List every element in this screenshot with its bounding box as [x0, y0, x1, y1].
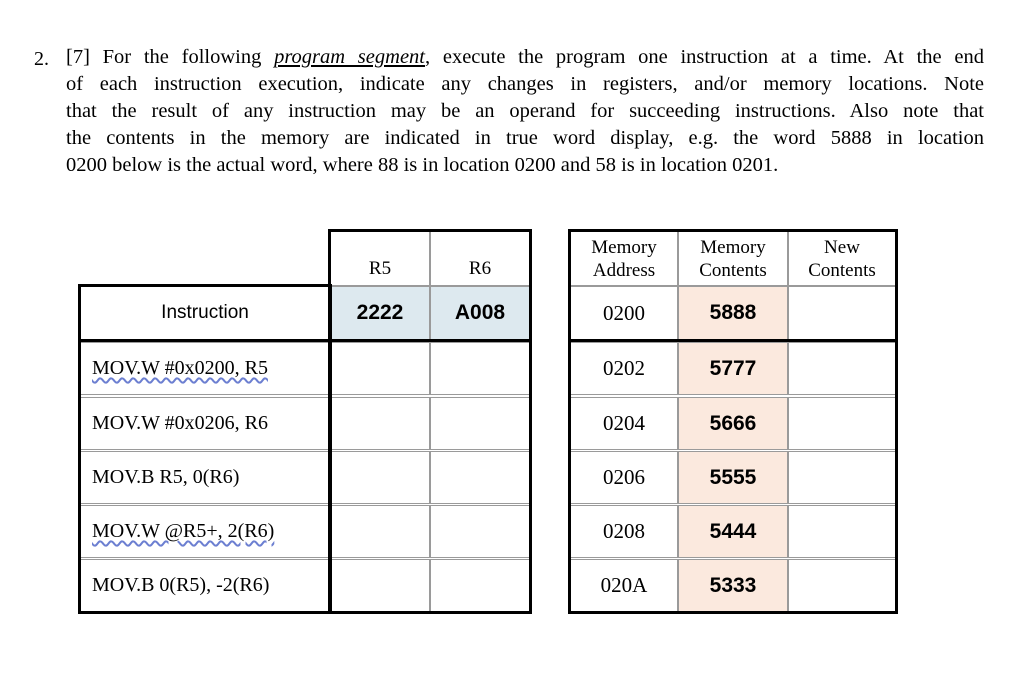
- r6-initial-value: A008: [430, 286, 530, 340]
- question-line-3: that the result of any instruction may be an operand for succeeding instructions. Also note that: [66, 100, 984, 122]
- memory-contents: 5666: [678, 397, 788, 450]
- memory-contents: 5555: [678, 451, 788, 504]
- question-line-4: the contents in the memory are indicated in true word display, e.g. the word 5888 in location: [66, 127, 984, 149]
- new-contents-cell[interactable]: [788, 397, 896, 450]
- question-line-2: of each instruction execution, indicate any changes in registers, and/or memory locations. Note: [66, 73, 984, 95]
- memory-contents-header: Memory Contents: [678, 231, 788, 286]
- instruction-row-2: MOV.W #0x0206, R6: [80, 397, 330, 450]
- memory-address-header: Memory Address: [570, 231, 678, 286]
- memory-contents: 5444: [678, 505, 788, 558]
- memory-address: 0206: [570, 451, 678, 504]
- memory-address: 0202: [570, 342, 678, 395]
- memory-contents: 5777: [678, 342, 788, 395]
- instruction-row-1: MOV.W #0x0200, R5: [80, 342, 330, 395]
- question-line-5: 0200 below is the actual word, where 88 is in location 0200 and 58 is in location 0201.: [66, 154, 779, 176]
- memory-address: 0208: [570, 505, 678, 558]
- r6-cell-2[interactable]: [430, 397, 530, 450]
- r6-cell-1[interactable]: [430, 342, 530, 395]
- r5-cell-5[interactable]: [330, 559, 430, 612]
- memory-address: 0200: [570, 286, 678, 340]
- memory-contents: 5333: [678, 559, 788, 612]
- memory-table-first-row-divider: [568, 339, 898, 342]
- r6-cell-4[interactable]: [430, 505, 530, 558]
- instruction-row-4: MOV.W @R5+, 2(R6): [80, 505, 330, 558]
- register-table-header-divider: [78, 339, 532, 342]
- r6-cell-5[interactable]: [430, 559, 530, 612]
- instruction-row-5: MOV.B 0(R5), -2(R6): [80, 559, 330, 612]
- question-text: [66, 44, 984, 179]
- question-line-1: [7] For the following program segment, execute the program one instruction at a time. At the end: [66, 46, 984, 68]
- r5-cell-2[interactable]: [330, 397, 430, 450]
- instruction-header: Instruction: [80, 286, 330, 340]
- memory-contents: 5888: [678, 286, 788, 340]
- new-contents-cell[interactable]: [788, 559, 896, 612]
- r6-header: R6: [430, 231, 530, 286]
- instruction-row-3: MOV.B R5, 0(R6): [80, 451, 330, 504]
- new-contents-cell[interactable]: [788, 451, 896, 504]
- r6-cell-3[interactable]: [430, 451, 530, 504]
- new-contents-cell[interactable]: [788, 342, 896, 395]
- r5-cell-4[interactable]: [330, 505, 430, 558]
- new-contents-header: New Contents: [788, 231, 896, 286]
- r5-initial-value: 2222: [330, 286, 430, 340]
- memory-address: 0204: [570, 397, 678, 450]
- memory-address: 020A: [570, 559, 678, 612]
- new-contents-cell[interactable]: [788, 505, 896, 558]
- r5-cell-3[interactable]: [330, 451, 430, 504]
- r5-header: R5: [330, 231, 430, 286]
- question-number: 2.: [34, 48, 49, 70]
- r5-cell-1[interactable]: [330, 342, 430, 395]
- program-segment-emphasis: program segment: [274, 46, 425, 68]
- new-contents-cell[interactable]: [788, 286, 896, 340]
